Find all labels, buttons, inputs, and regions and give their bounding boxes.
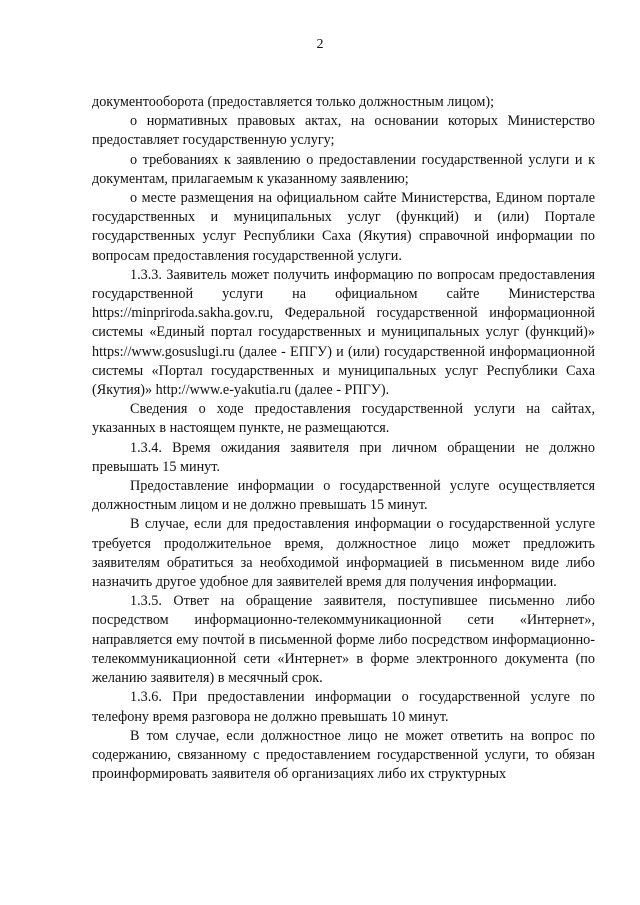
paragraph: В случае, если для предоставления информации о государственной услуге требуется продолжительное время, должностное лицо может предложить заявителям обратиться за необходимой информацией в письменном виде либо назначить другое удобное для заявителей время для получения информации.: [92, 516, 595, 591]
paragraph: 1.3.5. Ответ на обращение заявителя, поступившее письменно либо посредством информационно-телекоммуникационной сети «Интернет», направляется ему почтой в письменной форме либо посредством информационно-телекоммуникационной сети «Интернет» в форме электронного документа (по желанию заявителя) в месячный срок.: [92, 593, 595, 687]
paragraph: 1.3.6. При предоставлении информации о государственной услуге по телефону время разговора не должно превышать 10 минут.: [92, 689, 595, 725]
paragraph: В том случае, если должностное лицо не может ответить на вопрос по содержанию, связанному с предоставлением государственной услуги, то обязан проинформировать заявителя об организациях либо их структурных: [92, 727, 595, 783]
paragraph: о требованиях к заявлению о предоставлении государственной услуги и к документам, прилагаемым к указанному заявлению;: [92, 151, 595, 187]
paragraph: Сведения о ходе предоставления государственной услуги на сайтах, указанных в настоящем пункте, не размещаются.: [92, 401, 595, 437]
paragraph: о нормативных правовых актах, на основании которых Министерство предоставляет государственную услугу;: [92, 113, 595, 149]
paragraph: 1.3.4. Время ожидания заявителя при личном обращении не должно превышать 15 минут.: [92, 439, 595, 475]
paragraph: Предоставление информации о государственной услуге осуществляется должностным лицом и не должно превышать 15 минут.: [92, 478, 595, 514]
document-body: [92, 93, 595, 784]
paragraph: о месте размещения на официальном сайте Министерства, Едином портале государственных и муниципальных услуг (функций) и (или) Портале государственных услуг Республики Саха (Якутия) справочной информации по вопросам предоставления государственной услуги.: [92, 190, 595, 264]
paragraph: 1.3.3. Заявитель может получить информацию по вопросам предоставления государственной услуги на официальном сайте Министерства https://minpriroda.sakha.gov.ru, Федеральной государственной информационной системы «Единый портал государственных и муниципальных услуг (функций)» https://www.gosuslugi.ru (далее - ЕПГУ) и (или) государственной информационной системы «Портал государственных и муниципальных услуг Республики Саха (Якутия)» http://www.e-yakutia.ru (далее - РПГУ).: [92, 266, 595, 399]
paragraph: документооборота (предоставляется только должностным лицом);: [92, 94, 495, 110]
page-number: 2: [316, 37, 324, 52]
